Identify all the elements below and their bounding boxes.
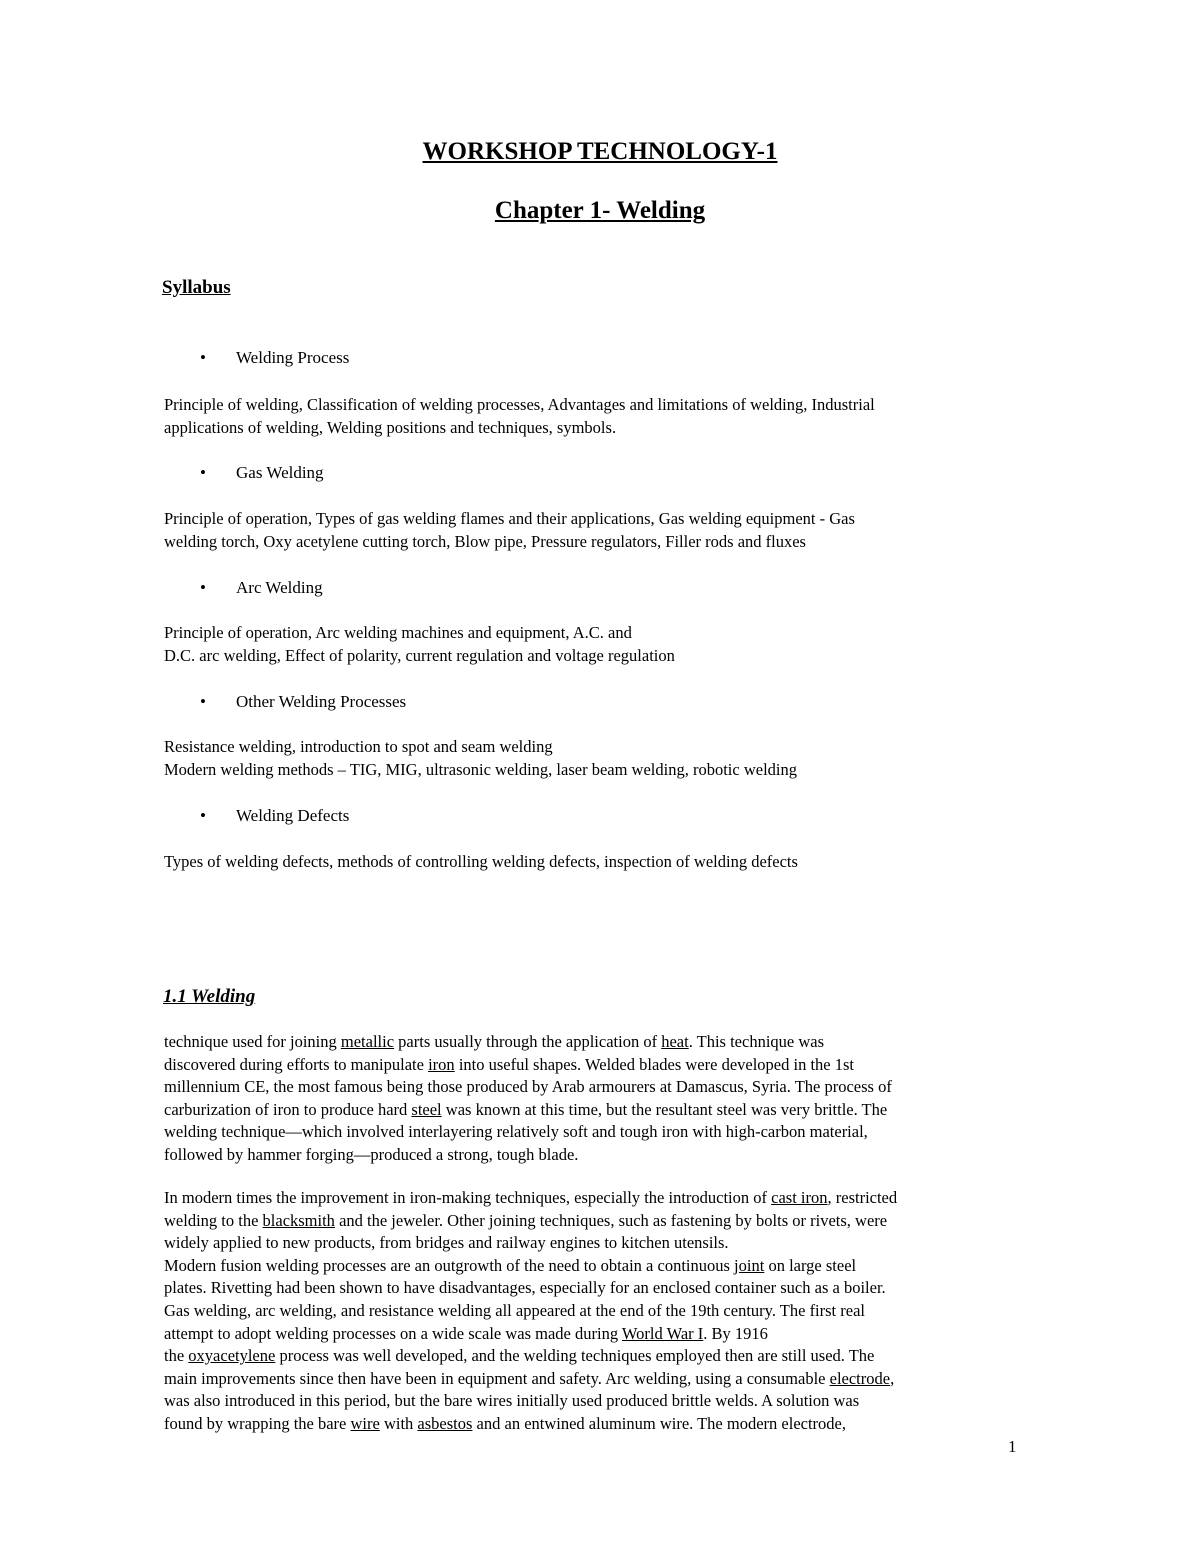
text-run: , restricted bbox=[827, 1188, 898, 1207]
bullet-icon: • bbox=[200, 348, 206, 367]
text-run: , bbox=[890, 1368, 895, 1388]
bullet-icon: • bbox=[200, 692, 206, 711]
text-run: found by wrapping the bare bbox=[164, 1413, 351, 1433]
text-run: discovered during efforts to manipulate bbox=[164, 1054, 429, 1074]
description-line: Principle of operation, Types of gas welding flames and their applications, Gas welding equipment - Gas bbox=[164, 509, 855, 528]
inline-link[interactable]: steel bbox=[411, 1099, 442, 1119]
description-line: Types of welding defects, methods of controlling welding defects, inspection of welding defects bbox=[164, 852, 798, 871]
description-line: welding torch, Oxy acetylene cutting torch, Blow pipe, Pressure regulators, Filler rods and fluxes bbox=[164, 532, 806, 551]
text-run: was also introduced in this period, but the bare wires initially used produced brittle welds. A solution was bbox=[164, 1391, 860, 1411]
topic-description bbox=[164, 393, 1044, 439]
inline-link[interactable]: asbestos bbox=[417, 1413, 473, 1433]
inline-link[interactable]: joint bbox=[734, 1255, 765, 1275]
description-line: Resistance welding, introduction to spot and seam welding bbox=[164, 737, 553, 756]
description-line: Modern welding methods – TIG, MIG, ultrasonic welding, laser beam welding, robotic welding bbox=[164, 760, 797, 779]
description-line: D.C. arc welding, Effect of polarity, current regulation and voltage regulation bbox=[164, 646, 675, 665]
text-run: In modern times the improvement in iron-making techniques, especially the introduction of bbox=[164, 1188, 772, 1207]
text-run: process was well developed, and the welding techniques employed then are still used. The bbox=[275, 1346, 875, 1366]
text-run: parts usually through the application of bbox=[394, 1032, 662, 1051]
inline-link[interactable]: iron bbox=[428, 1054, 455, 1074]
inline-link[interactable]: cast iron bbox=[771, 1188, 828, 1207]
syllabus-heading: Syllabus bbox=[162, 277, 231, 298]
text-run: widely applied to new products, from bridges and railway engines to kitchen utensils. bbox=[164, 1233, 729, 1253]
text-run: was known at this time, but the resultant steel was very brittle. The bbox=[441, 1099, 888, 1119]
text-run: followed by hammer forging—produced a strong, tough blade. bbox=[164, 1144, 579, 1164]
bullet-icon: • bbox=[200, 806, 206, 825]
text-run: . By 1916 bbox=[703, 1323, 768, 1343]
text-run: Modern fusion welding processes are an outgrowth of the need to obtain a continuous bbox=[164, 1255, 735, 1275]
topic-description bbox=[164, 850, 1044, 873]
syllabus-topic bbox=[200, 576, 323, 599]
topic-description bbox=[164, 507, 1044, 553]
section-heading: 1.1 Welding bbox=[163, 986, 256, 1007]
topic-description bbox=[164, 735, 1044, 781]
syllabus-topic bbox=[200, 346, 349, 369]
inline-link[interactable]: metallic bbox=[340, 1032, 395, 1051]
syllabus-topic bbox=[200, 690, 406, 713]
text-run: with bbox=[379, 1413, 418, 1433]
inline-link[interactable]: wire bbox=[350, 1413, 380, 1433]
bullet-icon: • bbox=[200, 463, 206, 482]
body-paragraph-2 bbox=[164, 1187, 1044, 1436]
document-title: WORKSHOP TECHNOLOGY-1 bbox=[422, 138, 778, 165]
text-run: and the jeweler. Other joining techniques, such as fastening by bolts or rivets, were bbox=[334, 1210, 888, 1230]
body-paragraph-1 bbox=[164, 1031, 1044, 1167]
text-run: technique used for joining bbox=[164, 1032, 341, 1051]
bullet-icon: • bbox=[200, 578, 206, 597]
text-run: on large steel bbox=[764, 1255, 857, 1275]
page-number: 1 bbox=[1008, 1437, 1017, 1456]
inline-link[interactable]: blacksmith bbox=[262, 1210, 335, 1230]
description-line: applications of welding, Welding positions and techniques, symbols. bbox=[164, 418, 617, 437]
topic-label: Arc Welding bbox=[236, 578, 323, 597]
text-run: plates. Rivetting had been shown to have disadvantages, especially for an enclosed container such as a boiler. bbox=[164, 1278, 886, 1298]
text-run: welding technique—which involved interlayering relatively soft and tough iron with high-carbon material, bbox=[164, 1122, 868, 1142]
topic-label: Welding Process bbox=[236, 348, 350, 367]
inline-link[interactable]: oxyacetylene bbox=[188, 1346, 276, 1366]
chapter-title: Chapter 1- Welding bbox=[494, 197, 706, 224]
text-run: the bbox=[164, 1346, 189, 1366]
syllabus-topic bbox=[200, 804, 349, 827]
text-run: millennium CE, the most famous being those produced by Arab armourers at Damascus, Syria. The process of bbox=[164, 1077, 892, 1097]
topic-description bbox=[164, 621, 1044, 667]
text-run: welding to the bbox=[164, 1210, 263, 1230]
description-line: Principle of welding, Classification of welding processes, Advantages and limitations of welding, Industrial bbox=[164, 395, 875, 414]
text-run: and an entwined aluminum wire. The modern electrode, bbox=[472, 1413, 846, 1433]
inline-link[interactable]: heat bbox=[661, 1032, 689, 1051]
text-run: main improvements since then have been in equipment and safety. Arc welding, using a consumable bbox=[164, 1368, 830, 1388]
topic-label: Other Welding Processes bbox=[236, 692, 407, 711]
description-line: Principle of operation, Arc welding machines and equipment, A.C. and bbox=[164, 623, 632, 642]
text-run: attempt to adopt welding processes on a wide scale was made during bbox=[164, 1323, 622, 1343]
inline-link[interactable]: electrode bbox=[829, 1368, 891, 1388]
text-run: . This technique was bbox=[688, 1032, 825, 1051]
syllabus-topic bbox=[200, 461, 324, 484]
inline-link[interactable]: World War I bbox=[621, 1323, 704, 1343]
topic-label: Gas Welding bbox=[236, 463, 324, 482]
text-run: into useful shapes. Welded blades were developed in the 1st bbox=[454, 1054, 854, 1074]
topic-label: Welding Defects bbox=[236, 806, 350, 825]
text-run: Gas welding, arc welding, and resistance welding all appeared at the end of the 19th century. The first real bbox=[164, 1300, 865, 1320]
text-run: carburization of iron to produce hard bbox=[164, 1099, 412, 1119]
